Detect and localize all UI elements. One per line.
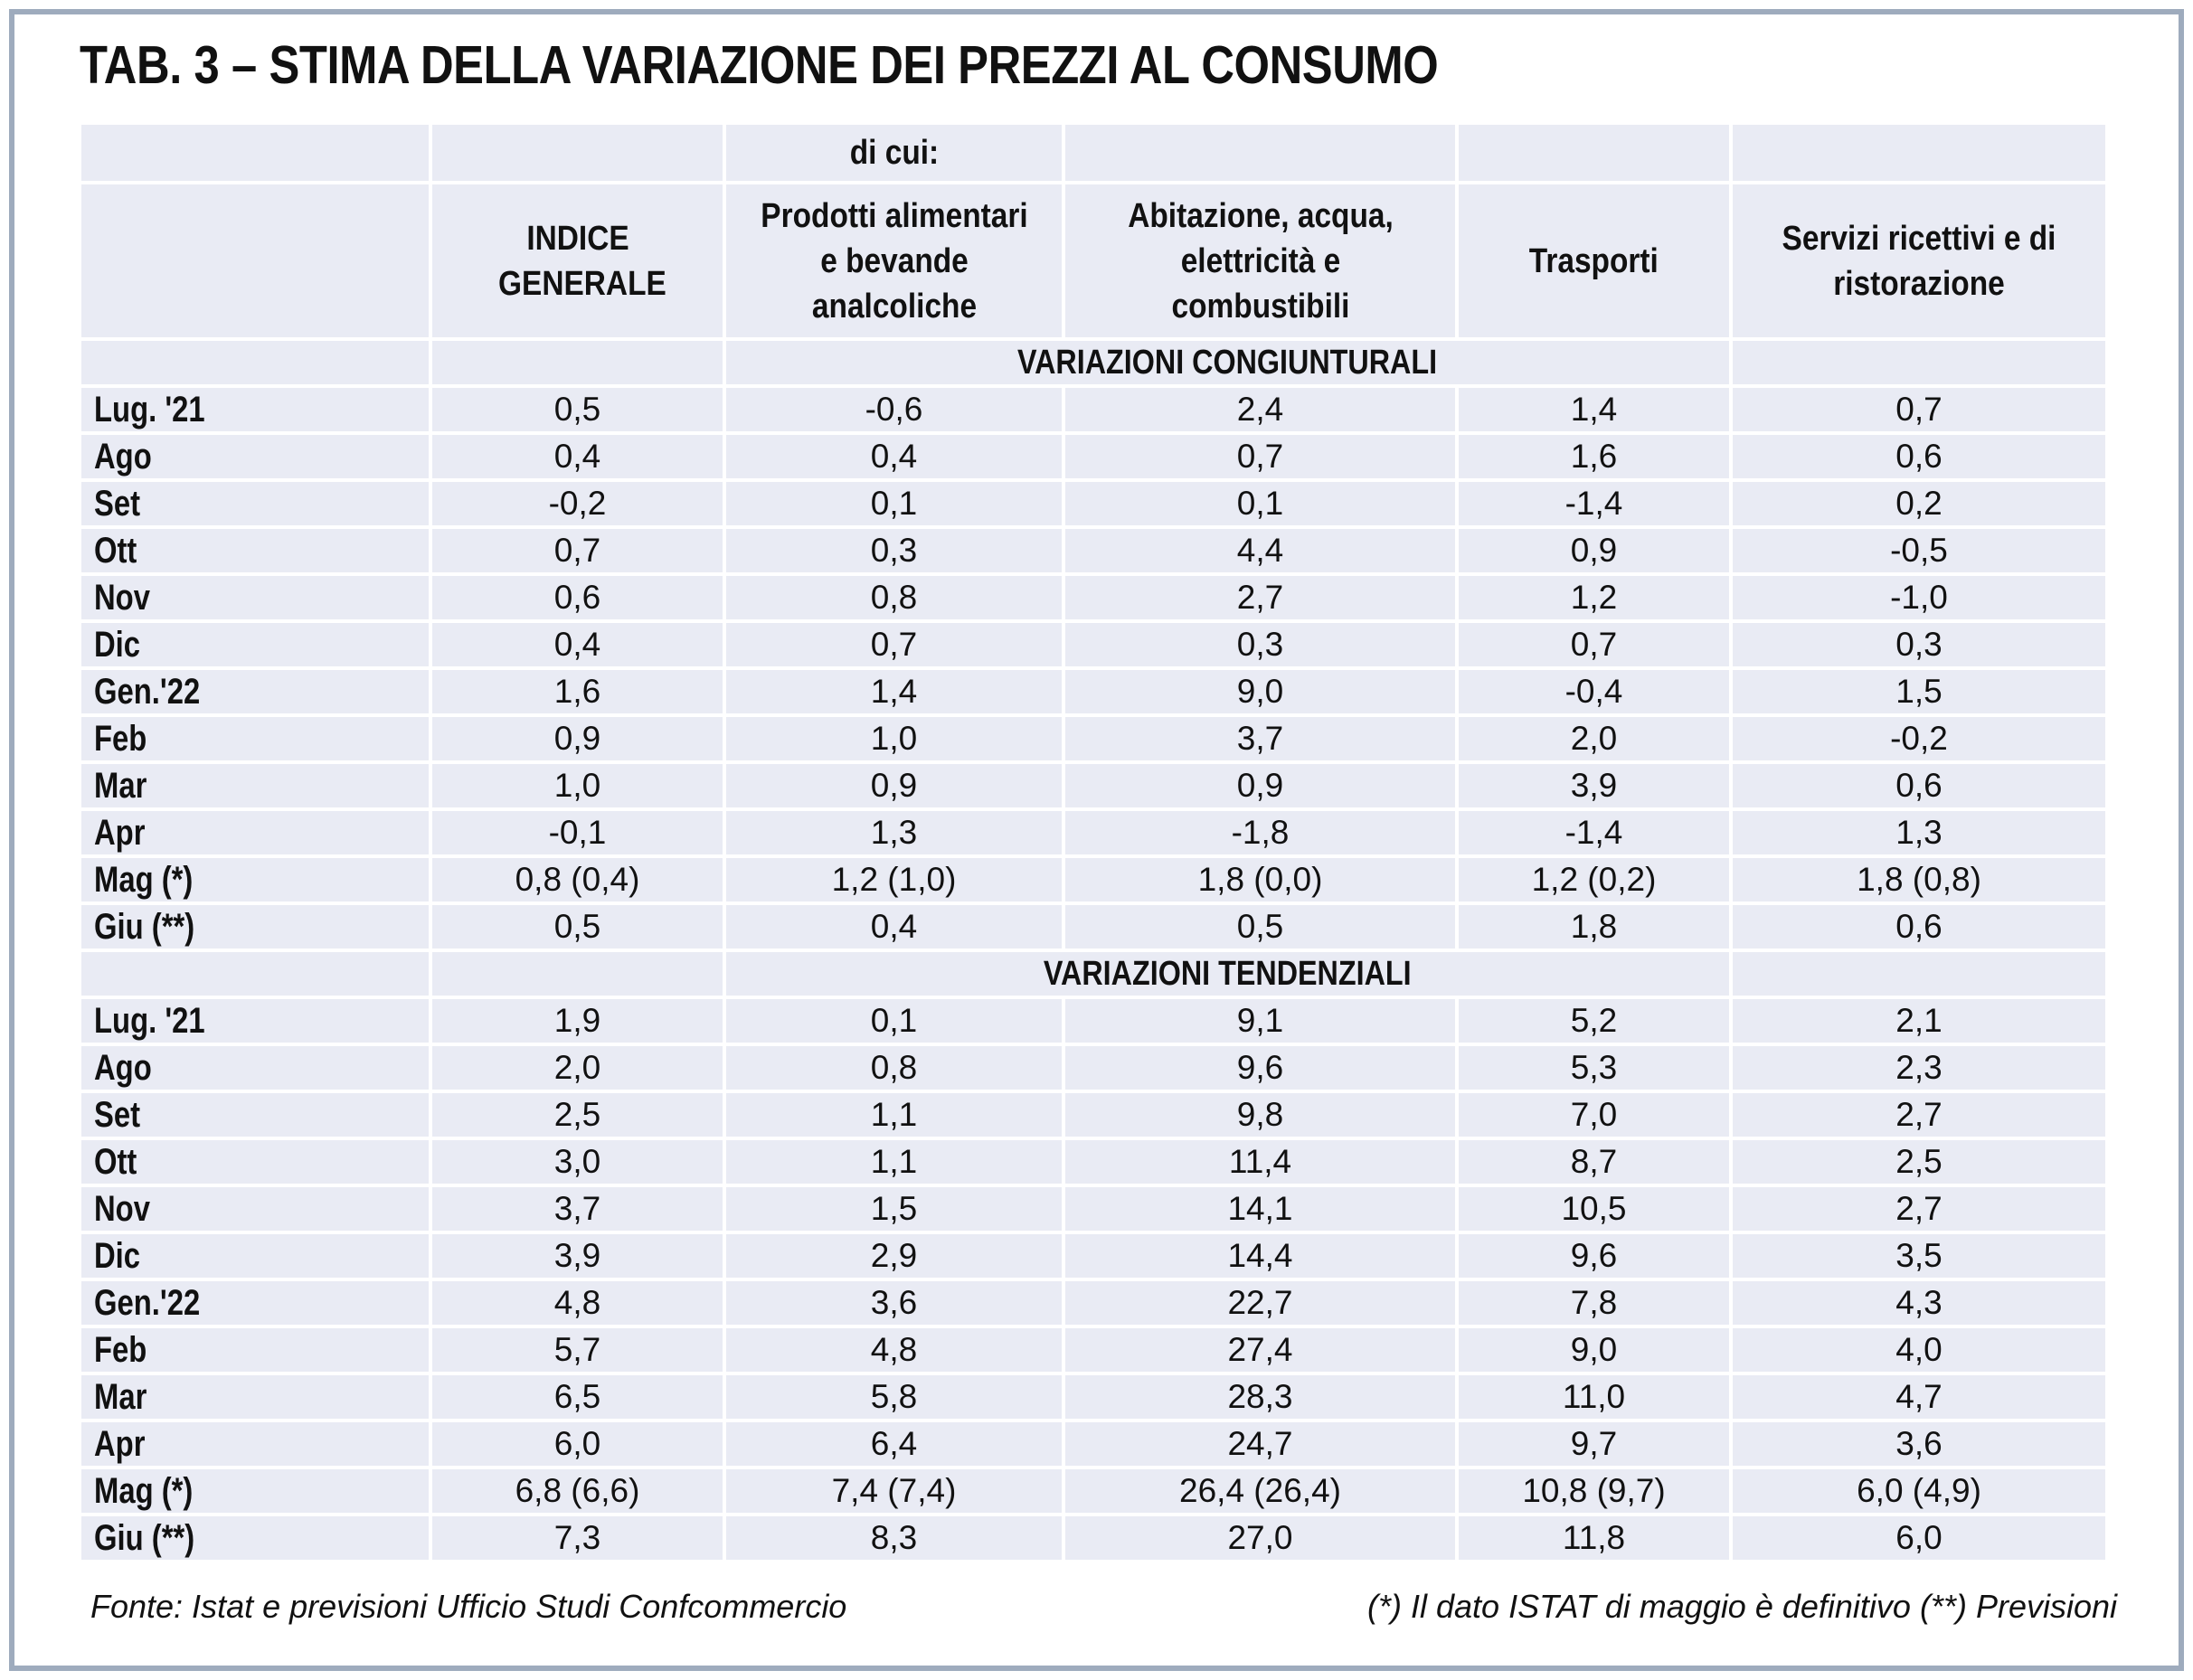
row-label: Apr — [94, 1423, 146, 1464]
table-cell: 3,6 — [870, 1284, 918, 1321]
row-label: Feb — [94, 718, 147, 759]
table-row — [81, 1375, 2105, 1422]
table-row — [81, 529, 2105, 576]
table-cell: -1,8 — [1231, 814, 1290, 851]
table-cell: 4,7 — [1895, 1378, 1943, 1415]
table-cell: 2,1 — [1895, 1002, 1943, 1039]
footnote: (*) Il dato ISTAT di maggio è definitivo (**) Previsioni — [1367, 1588, 2117, 1625]
table-cell: 9,1 — [1236, 1002, 1284, 1039]
table-cell: 1,5 — [1895, 673, 1943, 710]
table-row — [81, 388, 2105, 435]
table-cell: 1,8 — [1570, 908, 1618, 945]
row-label: Set — [94, 483, 141, 524]
row-label: Mar — [94, 765, 147, 806]
table-cell: 1,5 — [870, 1190, 918, 1227]
table-cell: 27,0 — [1227, 1519, 1293, 1556]
col-header-indice-generale: INDICE GENERALE — [497, 219, 666, 303]
row-label: Mar — [94, 1376, 147, 1417]
table-cell: 3,9 — [553, 1237, 601, 1274]
row-label: Set — [94, 1094, 141, 1135]
table-cell: 0,9 — [1236, 767, 1284, 804]
table-cell: 3,0 — [553, 1143, 601, 1180]
section-header-row — [81, 341, 2105, 388]
col-header-trasporti: Trasporti — [1528, 241, 1659, 280]
table-cell: 0,6 — [1895, 908, 1943, 945]
table-cell: 6,0 (4,9) — [1857, 1472, 1981, 1509]
table-cell: 0,3 — [1236, 626, 1284, 663]
table-row — [81, 1469, 2105, 1516]
table-cell: 1,8 (0,0) — [1197, 861, 1323, 898]
table-cell: -1,0 — [1890, 579, 1948, 616]
table-cell: 1,2 — [1570, 579, 1618, 616]
table-cell: 2,4 — [1236, 391, 1284, 428]
table-cell: -0,5 — [1890, 532, 1948, 569]
table-cell: 1,8 (0,8) — [1857, 861, 1981, 898]
table-cell: 4,0 — [1895, 1331, 1943, 1368]
table-cell: -1,4 — [1564, 485, 1623, 522]
table-cell: -0,2 — [1890, 720, 1948, 757]
table-row — [81, 1328, 2105, 1375]
table-cell: 0,9 — [870, 767, 918, 804]
table-cell: 0,6 — [1895, 767, 1943, 804]
table-cell: 9,6 — [1570, 1237, 1618, 1274]
row-label: Giu (**) — [94, 906, 195, 947]
table-cell: 1,9 — [553, 1002, 601, 1039]
table-cell: 0,8 (0,4) — [515, 861, 640, 898]
table-cell: 9,8 — [1236, 1096, 1284, 1133]
row-label: Gen.'22 — [94, 1282, 201, 1323]
table-cell: 7,4 (7,4) — [831, 1472, 957, 1509]
table-row — [81, 764, 2105, 811]
table-cell: 2,5 — [553, 1096, 601, 1133]
table-cell: 0,4 — [870, 438, 918, 475]
table-cell: 1,6 — [1570, 438, 1618, 475]
table-cell: 0,7 — [1895, 391, 1943, 428]
table-cell: 4,8 — [553, 1284, 601, 1321]
table-cell: 3,7 — [553, 1190, 601, 1227]
table-row — [81, 1281, 2105, 1328]
table-cell: 7,0 — [1570, 1096, 1618, 1133]
table-cell: 2,0 — [1570, 720, 1618, 757]
table-cell: 9,7 — [1570, 1425, 1618, 1462]
table-cell: 1,0 — [870, 720, 918, 757]
row-label: Mag (*) — [94, 859, 194, 900]
table-cell: 24,7 — [1227, 1425, 1293, 1462]
table-cell: 1,3 — [1895, 814, 1943, 851]
table-cell: 0,5 — [553, 908, 601, 945]
header-row — [81, 184, 2105, 341]
table-cell: 5,3 — [1570, 1049, 1618, 1086]
table-cell: 0,1 — [870, 1002, 918, 1039]
row-label: Lug. '21 — [94, 1000, 205, 1041]
row-label: Dic — [94, 1235, 141, 1276]
table-cell: 5,2 — [1570, 1002, 1618, 1039]
table-cell: 8,7 — [1570, 1143, 1618, 1180]
table-cell: 2,7 — [1236, 579, 1284, 616]
table-cell: -0,1 — [548, 814, 607, 851]
table-cell: 9,0 — [1236, 673, 1284, 710]
table-cell: 28,3 — [1227, 1378, 1293, 1415]
row-label: Nov — [94, 1188, 150, 1229]
row-label: Ago — [94, 1047, 152, 1088]
table-cell: 27,4 — [1227, 1331, 1293, 1368]
table-cell: 1,4 — [1570, 391, 1618, 428]
table-cell: 9,0 — [1570, 1331, 1618, 1368]
table-cell: 0,4 — [870, 908, 918, 945]
table-cell: 3,9 — [1570, 767, 1618, 804]
table-cell: 1,4 — [870, 673, 918, 710]
table-cell: 4,8 — [870, 1331, 918, 1368]
table-row — [81, 717, 2105, 764]
table-row — [81, 482, 2105, 529]
table-cell: 1,3 — [870, 814, 918, 851]
section-title: VARIAZIONI CONGIUNTURALI — [1017, 343, 1438, 382]
di-cui-label: di cui: — [849, 134, 939, 172]
price-table — [81, 125, 2105, 1563]
table-cell: 1,2 (0,2) — [1531, 861, 1657, 898]
table-row — [81, 999, 2105, 1046]
table-cell: 1,1 — [870, 1096, 918, 1133]
row-label: Feb — [94, 1329, 147, 1370]
table-cell: 0,7 — [1570, 626, 1618, 663]
row-label: Mag (*) — [94, 1470, 194, 1511]
table-row — [81, 1516, 2105, 1563]
table-cell: 10,5 — [1561, 1190, 1627, 1227]
table-cell: 11,0 — [1562, 1378, 1626, 1415]
table-cell: 6,5 — [553, 1378, 601, 1415]
table-cell: 8,3 — [870, 1519, 918, 1556]
row-label: Dic — [94, 624, 141, 665]
table-cell: 5,8 — [870, 1378, 918, 1415]
table-cell: 2,5 — [1895, 1143, 1943, 1180]
row-label: Giu (**) — [94, 1517, 195, 1558]
table-cell: 0,2 — [1895, 485, 1943, 522]
table-cell: 4,3 — [1895, 1284, 1943, 1321]
table-row — [81, 1422, 2105, 1469]
row-label: Lug. '21 — [94, 389, 205, 429]
table-row — [81, 1140, 2105, 1187]
table-title: TAB. 3 – STIMA DELLA VARIAZIONE DEI PREZZI AL CONSUMO — [80, 35, 1439, 95]
table-cell: 10,8 (9,7) — [1522, 1472, 1666, 1509]
section-header-row — [81, 952, 2105, 999]
table-cell: 22,7 — [1227, 1284, 1293, 1321]
table-cell: 0,8 — [870, 1049, 918, 1086]
table-row — [81, 905, 2105, 952]
table-cell: 6,0 — [1895, 1519, 1943, 1556]
table-cell: 9,6 — [1236, 1049, 1284, 1086]
row-label: Apr — [94, 812, 146, 853]
table-row — [81, 811, 2105, 858]
table-cell: 0,4 — [553, 626, 601, 663]
section-title: VARIAZIONI TENDENZIALI — [1044, 954, 1412, 993]
table-cell: 0,7 — [553, 532, 601, 569]
table-cell: 0,7 — [1236, 438, 1284, 475]
table-cell: 1,2 (1,0) — [831, 861, 957, 898]
table-cell: -1,4 — [1564, 814, 1623, 851]
table-cell: 7,8 — [1570, 1284, 1618, 1321]
table-row — [81, 1187, 2105, 1234]
table-cell: 3,5 — [1895, 1237, 1943, 1274]
table-row — [81, 435, 2105, 482]
header-row-di-cui — [81, 125, 2105, 184]
col-header-abitazione: Abitazione, acqua, elettricità e combustibili — [1127, 196, 1394, 326]
table-cell: 6,8 (6,6) — [515, 1472, 640, 1509]
row-label: Ott — [94, 530, 137, 571]
table-body — [81, 341, 2105, 1563]
table-cell: 14,1 — [1227, 1190, 1293, 1227]
table-cell: 2,0 — [553, 1049, 601, 1086]
table-cell: 0,1 — [1236, 485, 1284, 522]
row-label: Gen.'22 — [94, 671, 201, 712]
row-label: Nov — [94, 577, 150, 618]
table-cell: 0,9 — [553, 720, 601, 757]
table-cell: 14,4 — [1227, 1237, 1293, 1274]
table-cell: -0,4 — [1564, 673, 1623, 710]
table-row — [81, 1046, 2105, 1093]
table-row — [81, 858, 2105, 905]
table-cell: 3,6 — [1895, 1425, 1943, 1462]
table-cell: 0,6 — [1895, 438, 1943, 475]
table-cell: 0,3 — [1895, 626, 1943, 663]
table-row — [81, 1234, 2105, 1281]
table-cell: -0,2 — [548, 485, 607, 522]
table-row — [81, 623, 2105, 670]
table-cell: 2,7 — [1895, 1096, 1943, 1133]
table-row — [81, 1093, 2105, 1140]
table-cell: 0,7 — [870, 626, 918, 663]
table-cell: 1,6 — [553, 673, 601, 710]
col-header-servizi: Servizi ricettivi e di ristorazione — [1782, 219, 2056, 303]
table-cell: 0,9 — [1570, 532, 1618, 569]
table-cell: 7,3 — [553, 1519, 601, 1556]
table-cell: 1,0 — [553, 767, 601, 804]
col-header-alimentari: Prodotti alimentari e bevande analcoliche — [760, 196, 1028, 326]
table-cell: 0,1 — [870, 485, 918, 522]
table-cell: 0,5 — [1236, 908, 1284, 945]
table-cell: 0,8 — [870, 579, 918, 616]
table-cell: 5,7 — [553, 1331, 601, 1368]
source-note: Fonte: Istat e previsioni Ufficio Studi Confcommercio — [90, 1588, 847, 1625]
table-cell: -0,6 — [865, 391, 923, 428]
table-cell: 3,7 — [1236, 720, 1284, 757]
table-cell: 2,9 — [870, 1237, 918, 1274]
table-row — [81, 670, 2105, 717]
row-label: Ott — [94, 1141, 137, 1182]
table-cell: 4,4 — [1236, 532, 1284, 569]
table-cell: 2,3 — [1895, 1049, 1943, 1086]
table-cell: 1,1 — [870, 1143, 918, 1180]
table-cell: 0,4 — [553, 438, 601, 475]
table-row — [81, 576, 2105, 623]
table-cell: 0,6 — [553, 579, 601, 616]
table-cell: 11,4 — [1228, 1143, 1292, 1180]
table-cell: 0,5 — [553, 391, 601, 428]
row-label: Ago — [94, 436, 152, 477]
table-cell: 26,4 (26,4) — [1179, 1472, 1341, 1509]
table-cell: 6,0 — [553, 1425, 601, 1462]
table-cell: 11,8 — [1562, 1519, 1626, 1556]
table-cell: 0,3 — [870, 532, 918, 569]
table-cell: 6,4 — [870, 1425, 918, 1462]
table-cell: 2,7 — [1895, 1190, 1943, 1227]
